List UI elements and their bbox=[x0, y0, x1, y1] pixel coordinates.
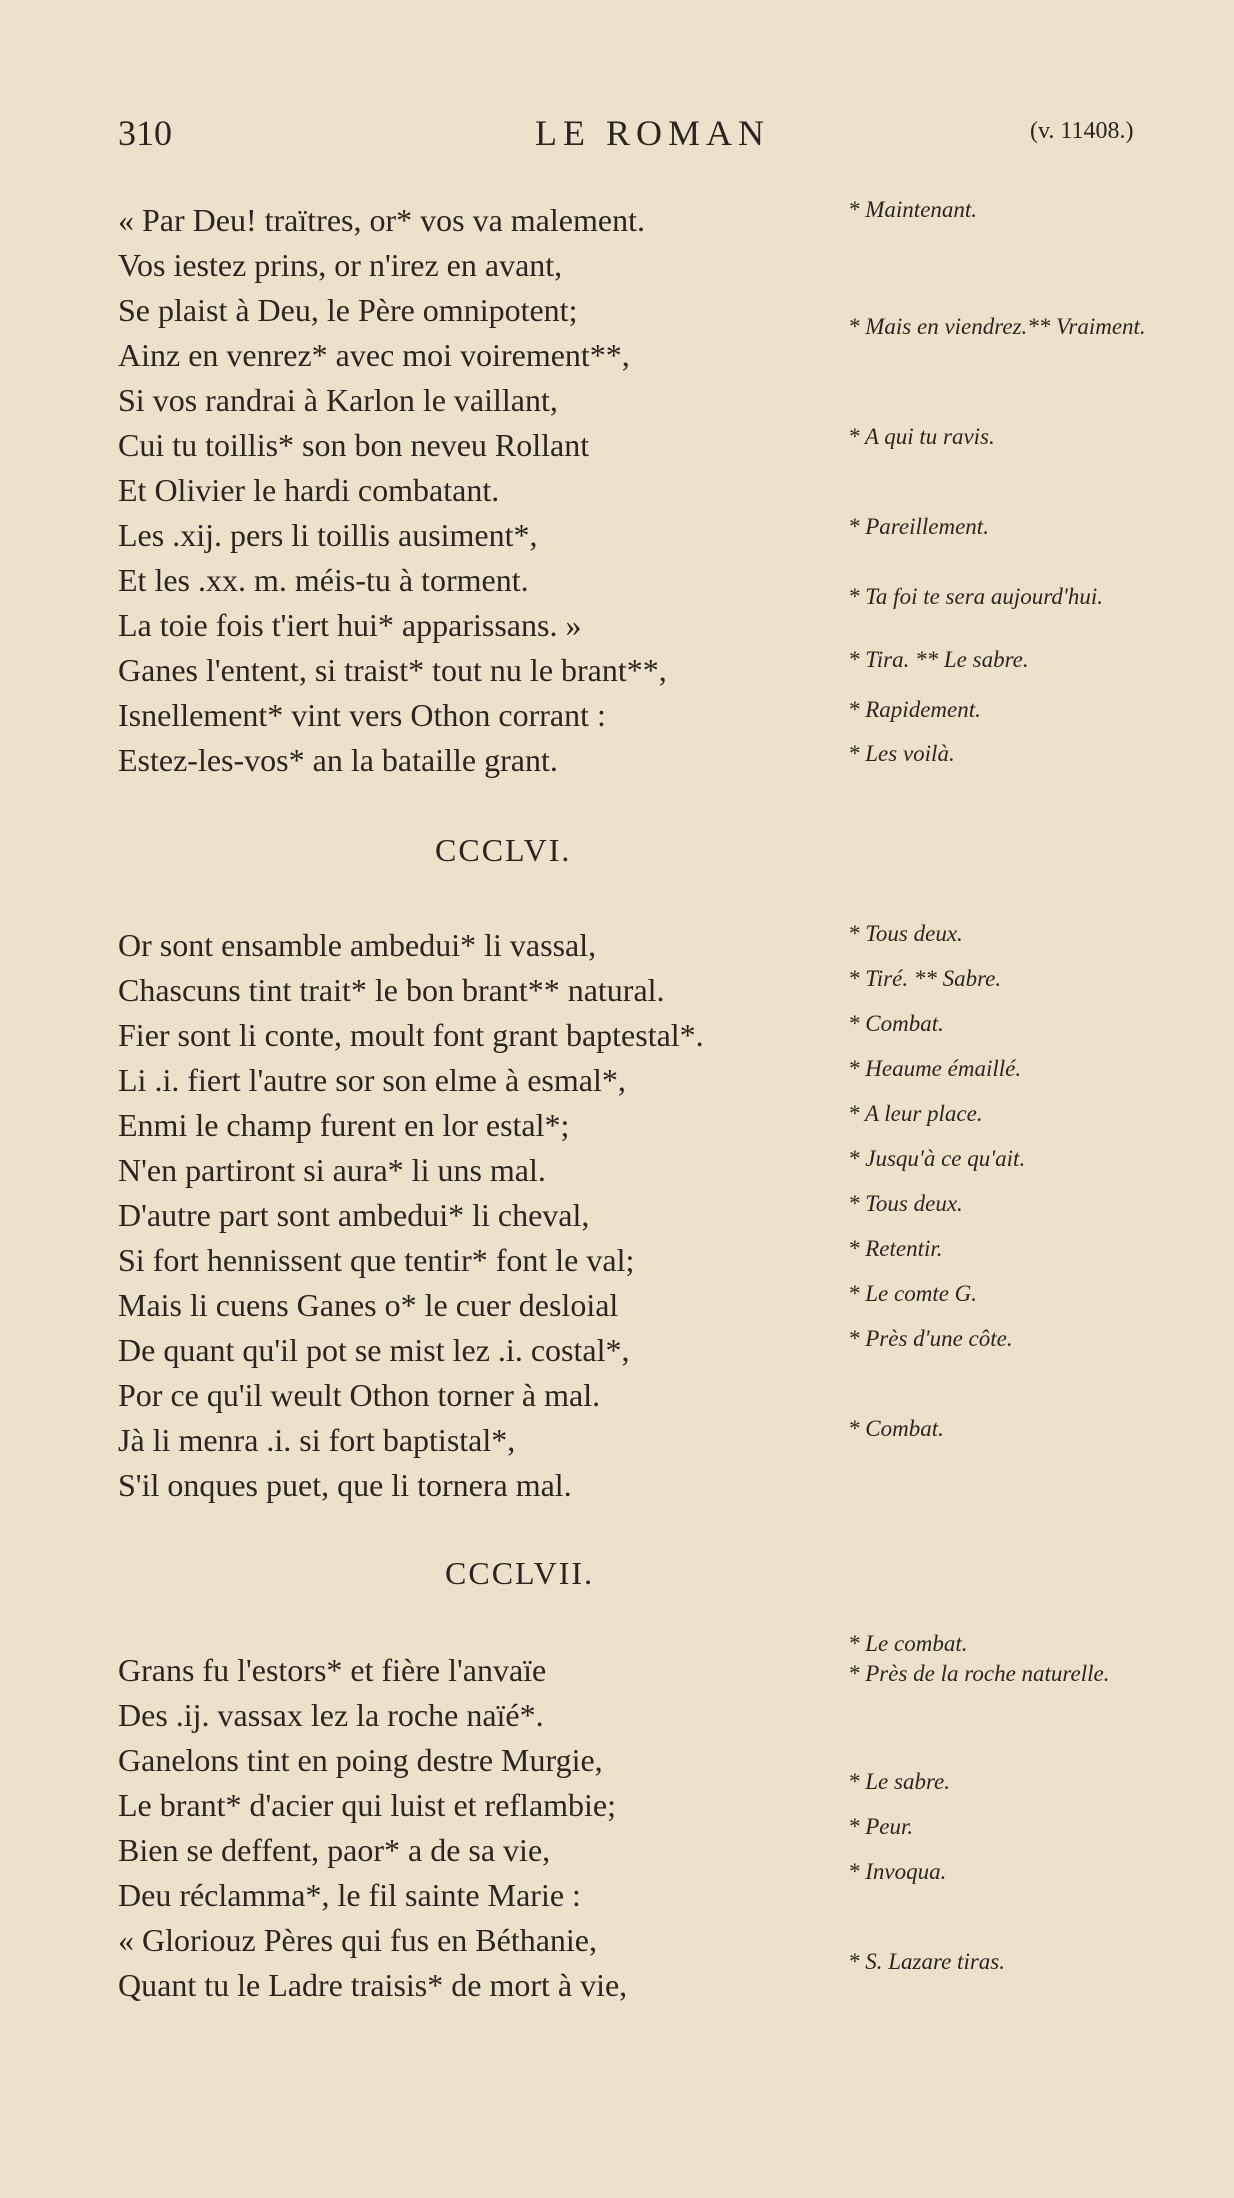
verse-line: Ganelons tint en poing destre Murgie, bbox=[118, 1742, 603, 1778]
verse-line: Jà li menra .i. si fort baptistal*, bbox=[118, 1422, 516, 1458]
verse-line: Isnellement* vint vers Othon corrant : bbox=[118, 697, 606, 733]
margin-gloss: * Près de la roche naturelle. bbox=[848, 1661, 1110, 1686]
verse-reference: (v. 11408.) bbox=[1030, 118, 1134, 144]
margin-gloss: * A leur place. bbox=[848, 1101, 983, 1126]
verse-line: Deu réclamma*, le fil sainte Marie : bbox=[118, 1877, 581, 1913]
stanza-heading: CCCLVII. bbox=[445, 1555, 595, 1591]
margin-gloss: * Le sabre. bbox=[848, 1769, 951, 1794]
margin-gloss: * Les voilà. bbox=[848, 741, 955, 766]
margin-gloss: * Combat. bbox=[848, 1416, 944, 1441]
verse-line: Des .ij. vassax lez la roche naïé*. bbox=[118, 1697, 544, 1733]
verse-line: Chascuns tint trait* le bon brant** natural. bbox=[118, 972, 665, 1008]
verse-line: Quant tu le Ladre traisis* de mort à vie, bbox=[118, 1967, 628, 2003]
verse-line: N'en partiront si aura* li uns mal. bbox=[118, 1152, 546, 1188]
margin-gloss: * Heaume émaillé. bbox=[848, 1056, 1022, 1081]
margin-gloss: * S. Lazare tiras. bbox=[848, 1949, 1005, 1974]
margin-gloss: * Tous deux. bbox=[848, 921, 963, 946]
verse-line: Si vos randrai à Karlon le vaillant, bbox=[118, 382, 558, 418]
verse-line: Le brant* d'acier qui luist et reflambie; bbox=[118, 1787, 617, 1823]
stanza-heading: CCCLVI. bbox=[435, 832, 572, 868]
margin-gloss: * Maintenant. bbox=[848, 197, 978, 222]
verse-line: Fier sont li conte, moult font grant baptestal*. bbox=[118, 1017, 704, 1053]
margin-gloss: * Le combat. bbox=[848, 1631, 968, 1656]
margin-gloss: * Jusqu'à ce qu'ait. bbox=[848, 1146, 1026, 1171]
margin-gloss: * Mais en viendrez.** Vraiment. bbox=[848, 314, 1146, 339]
verse-line: La toie fois t'iert hui* apparissans. » bbox=[118, 607, 582, 643]
margin-gloss: * Tira. ** Le sabre. bbox=[848, 647, 1029, 672]
margin-gloss: * A qui tu ravis. bbox=[848, 424, 995, 449]
verse-line: Enmi le champ furent en lor estal*; bbox=[118, 1107, 570, 1143]
margin-gloss: * Retentir. bbox=[848, 1236, 943, 1261]
verse-line: Ainz en venrez* avec moi voirement**, bbox=[118, 337, 630, 373]
margin-gloss: * Tiré. ** Sabre. bbox=[848, 966, 1002, 991]
verse-line: Vos iestez prins, or n'irez en avant, bbox=[118, 247, 563, 283]
margin-gloss: * Combat. bbox=[848, 1011, 944, 1036]
verse-line: S'il onques puet, que li tornera mal. bbox=[118, 1467, 572, 1503]
margin-gloss: * Rapidement. bbox=[848, 697, 981, 722]
verse-line: Et Olivier le hardi combatant. bbox=[118, 472, 500, 508]
verse-line: « Par Deu! traïtres, or* vos va malement. bbox=[118, 202, 645, 238]
verse-line: Bien se deffent, paor* a de sa vie, bbox=[118, 1832, 551, 1868]
verse-line: Or sont ensamble ambedui* li vassal, bbox=[118, 927, 597, 963]
verse-line: Grans fu l'estors* et fière l'anvaïe bbox=[118, 1652, 547, 1688]
margin-gloss: * Peur. bbox=[848, 1814, 914, 1839]
verse-line: Por ce qu'il weult Othon torner à mal. bbox=[118, 1377, 601, 1413]
margin-gloss: * Invoqua. bbox=[848, 1859, 947, 1884]
verse-line: Se plaist à Deu, le Père omnipotent; bbox=[118, 292, 578, 328]
verse-line: Les .xij. pers li toillis ausiment*, bbox=[118, 517, 538, 553]
running-title: LE ROMAN bbox=[535, 113, 770, 153]
margin-gloss: * Le comte G. bbox=[848, 1281, 978, 1306]
margin-gloss: * Pareillement. bbox=[848, 514, 989, 539]
page-number: 310 bbox=[118, 113, 172, 153]
verse-line: Si fort hennissent que tentir* font le val; bbox=[118, 1242, 635, 1278]
verse-line: Ganes l'entent, si traist* tout nu le brant**, bbox=[118, 652, 667, 688]
verse-line: Et les .xx. m. méis-tu à torment. bbox=[118, 562, 529, 598]
page-header bbox=[0, 112, 1234, 172]
verse-line: « Gloriouz Pères qui fus en Béthanie, bbox=[118, 1922, 597, 1958]
verse-line: Mais li cuens Ganes o* le cuer desloial bbox=[118, 1287, 619, 1323]
verse-line: Cui tu toillis* son bon neveu Rollant bbox=[118, 427, 590, 463]
verse-line: De quant qu'il pot se mist lez .i. costal*, bbox=[118, 1332, 630, 1368]
margin-gloss: * Tous deux. bbox=[848, 1191, 963, 1216]
verse-line: Li .i. fiert l'autre sor son elme à esmal*, bbox=[118, 1062, 626, 1098]
margin-gloss: * Près d'une côte. bbox=[848, 1326, 1013, 1351]
verse-line: Estez-les-vos* an la bataille grant. bbox=[118, 742, 558, 778]
margin-gloss: * Ta foi te sera aujourd'hui. bbox=[848, 584, 1103, 609]
verse-line: D'autre part sont ambedui* li cheval, bbox=[118, 1197, 590, 1233]
